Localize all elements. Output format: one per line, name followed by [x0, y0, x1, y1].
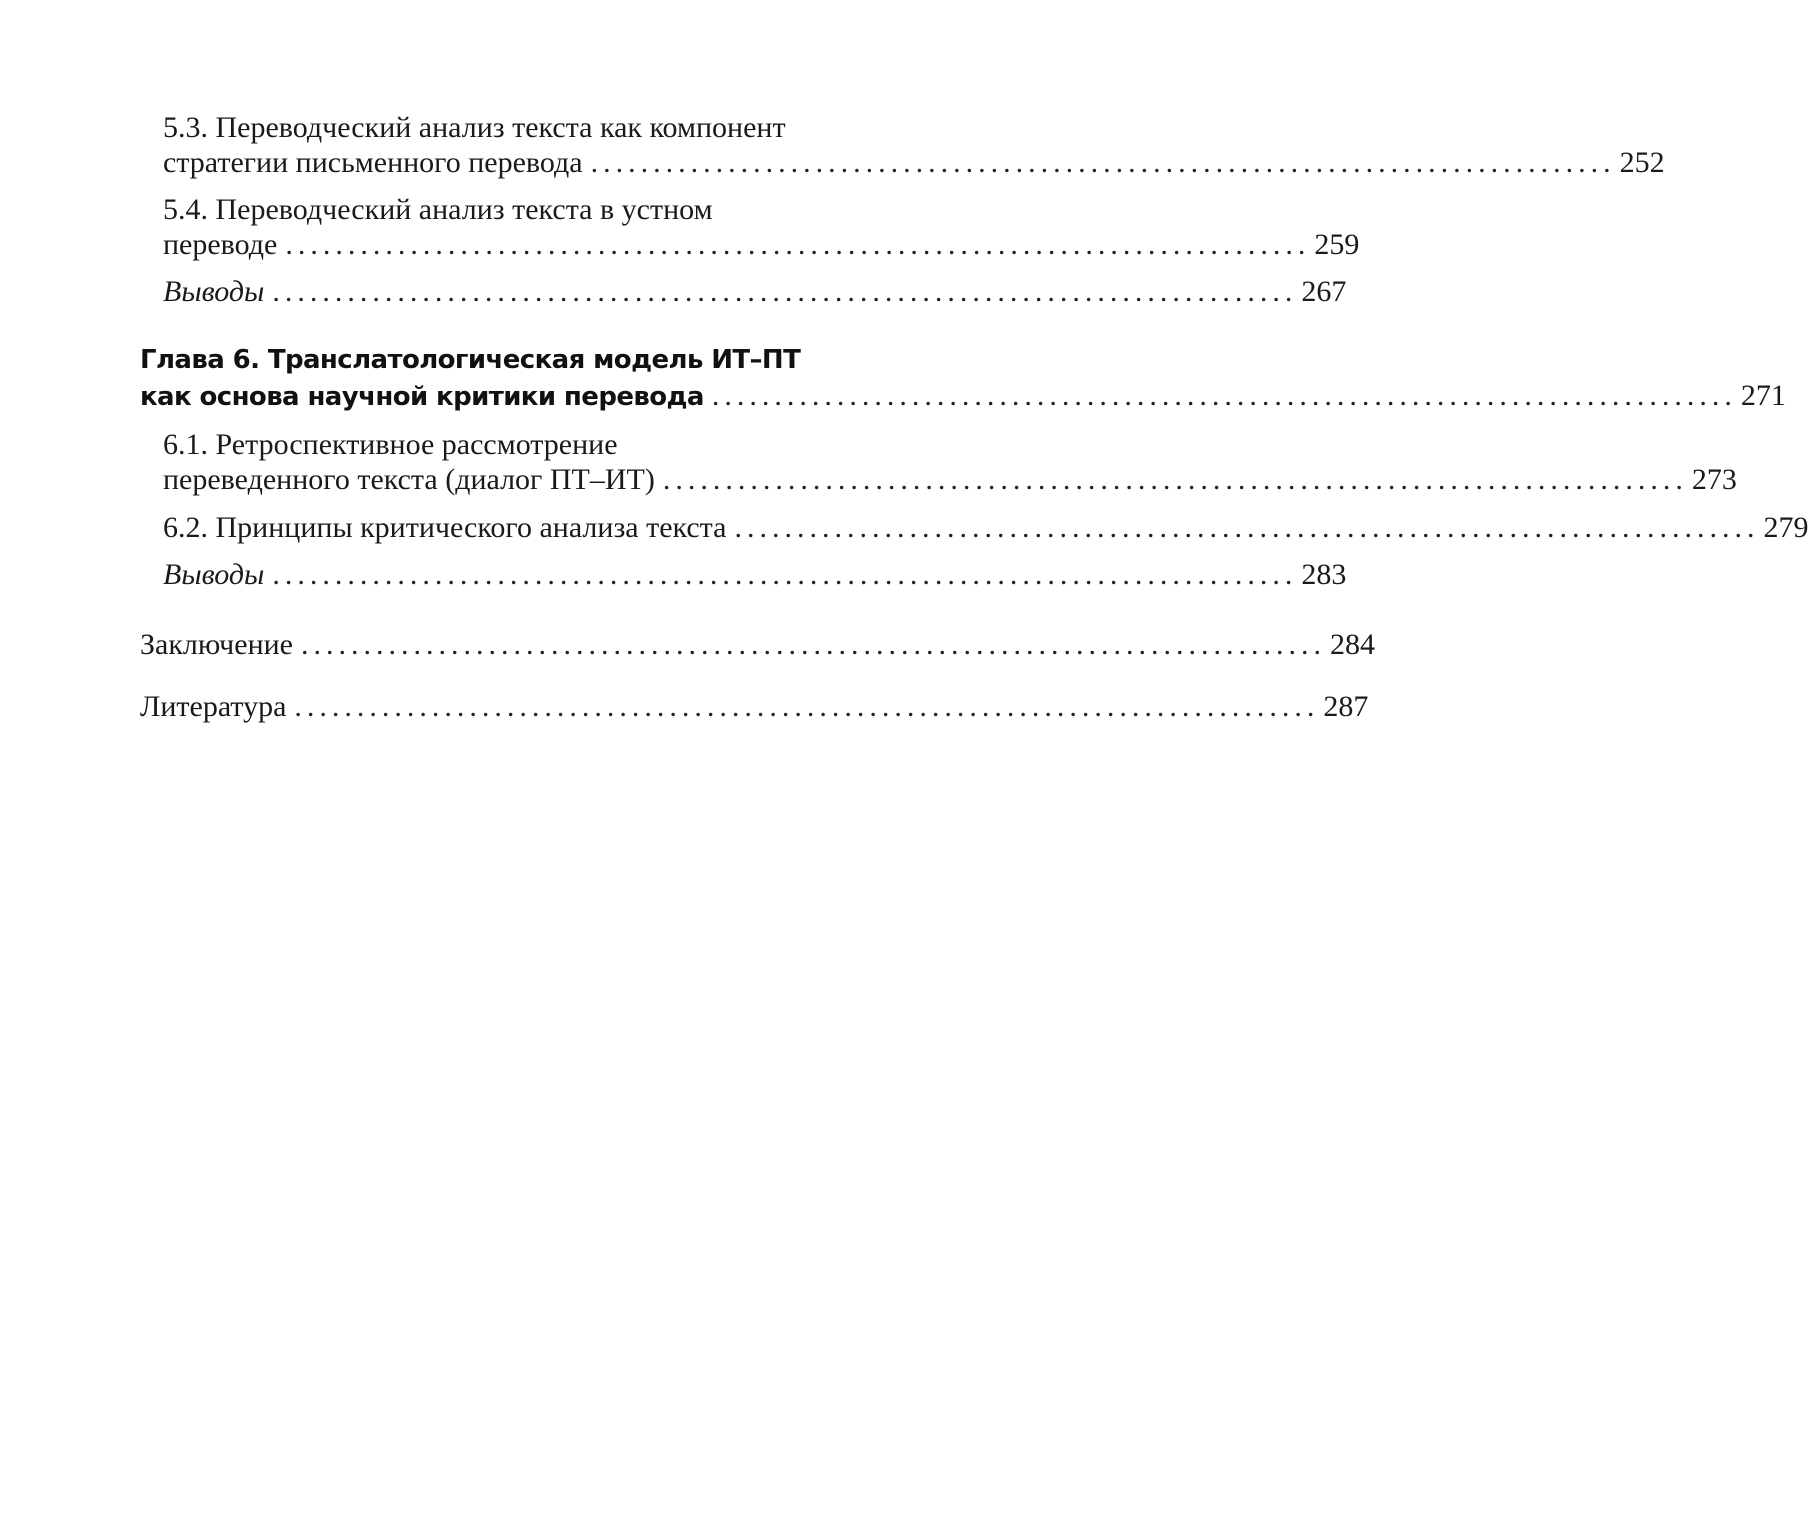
dot-leader: ..................................................................................: [285, 228, 1311, 261]
toc-entry-title-line2: стратегии письменного перевода: [163, 146, 583, 179]
toc-page-number: 284: [1330, 628, 1375, 661]
toc-page-number: 259: [1314, 228, 1360, 261]
toc-entry-title-line1: 6.1. Ретроспективное рассмотрение: [163, 428, 618, 461]
toc-entry-title: Заключение: [140, 628, 293, 661]
dot-leader: ..................................................................................: [272, 275, 1298, 308]
toc-entry-title: 6.2. Принципы критического анализа текста: [163, 511, 727, 544]
toc-entry-title-line2: переведенного текста (диалог ПТ–ИТ): [163, 463, 655, 496]
toc-entry-title-line1: 5.3. Переводческий анализ текста как компонент: [163, 111, 786, 144]
chapter-title-line2: как основа научной критики перевода: [140, 382, 704, 412]
toc-page-number: 283: [1301, 558, 1347, 591]
dot-leader: ..................................................................................: [301, 628, 1326, 661]
toc-page-number: 287: [1323, 690, 1369, 723]
toc-entry-5-4: [163, 192, 1360, 262]
toc-entry-title: Выводы: [163, 558, 265, 591]
dot-leader: ..................................................................................: [272, 558, 1298, 591]
toc-entry-conclusions-ch6: [163, 557, 1347, 592]
dot-leader: ..................................................................................: [590, 146, 1616, 179]
toc-entry-literature: [140, 689, 1369, 724]
dot-leader: ..................................................................................: [662, 463, 1688, 496]
toc-chapter-6: [140, 343, 1786, 415]
toc-entry-title-line2: переводе: [163, 228, 278, 261]
toc-page-number: 271: [1740, 379, 1786, 412]
chapter-title-line1: Глава 6. Транслатологическая модель ИТ–ПТ: [140, 345, 801, 375]
toc-entry-5-3: [163, 110, 1665, 180]
toc-entry-conclusions-ch5: [163, 274, 1347, 309]
dot-leader: ..................................................................................: [711, 379, 1737, 412]
toc-entry-6-1: [163, 427, 1737, 497]
dot-leader: ..................................................................................: [734, 511, 1760, 544]
toc-page-number: 267: [1301, 275, 1347, 308]
toc-entry-title: Выводы: [163, 275, 265, 308]
toc-page-number: 279: [1763, 511, 1808, 544]
toc-entry-title: Литература: [140, 690, 287, 723]
toc-page-number: 273: [1691, 463, 1737, 496]
toc-page-number: 252: [1619, 146, 1665, 179]
toc-entry-6-2: [163, 510, 1808, 545]
toc-entry-conclusion: [140, 627, 1375, 662]
dot-leader: ..................................................................................: [294, 690, 1320, 723]
toc-entry-title-line1: 5.4. Переводческий анализ текста в устном: [163, 193, 713, 226]
